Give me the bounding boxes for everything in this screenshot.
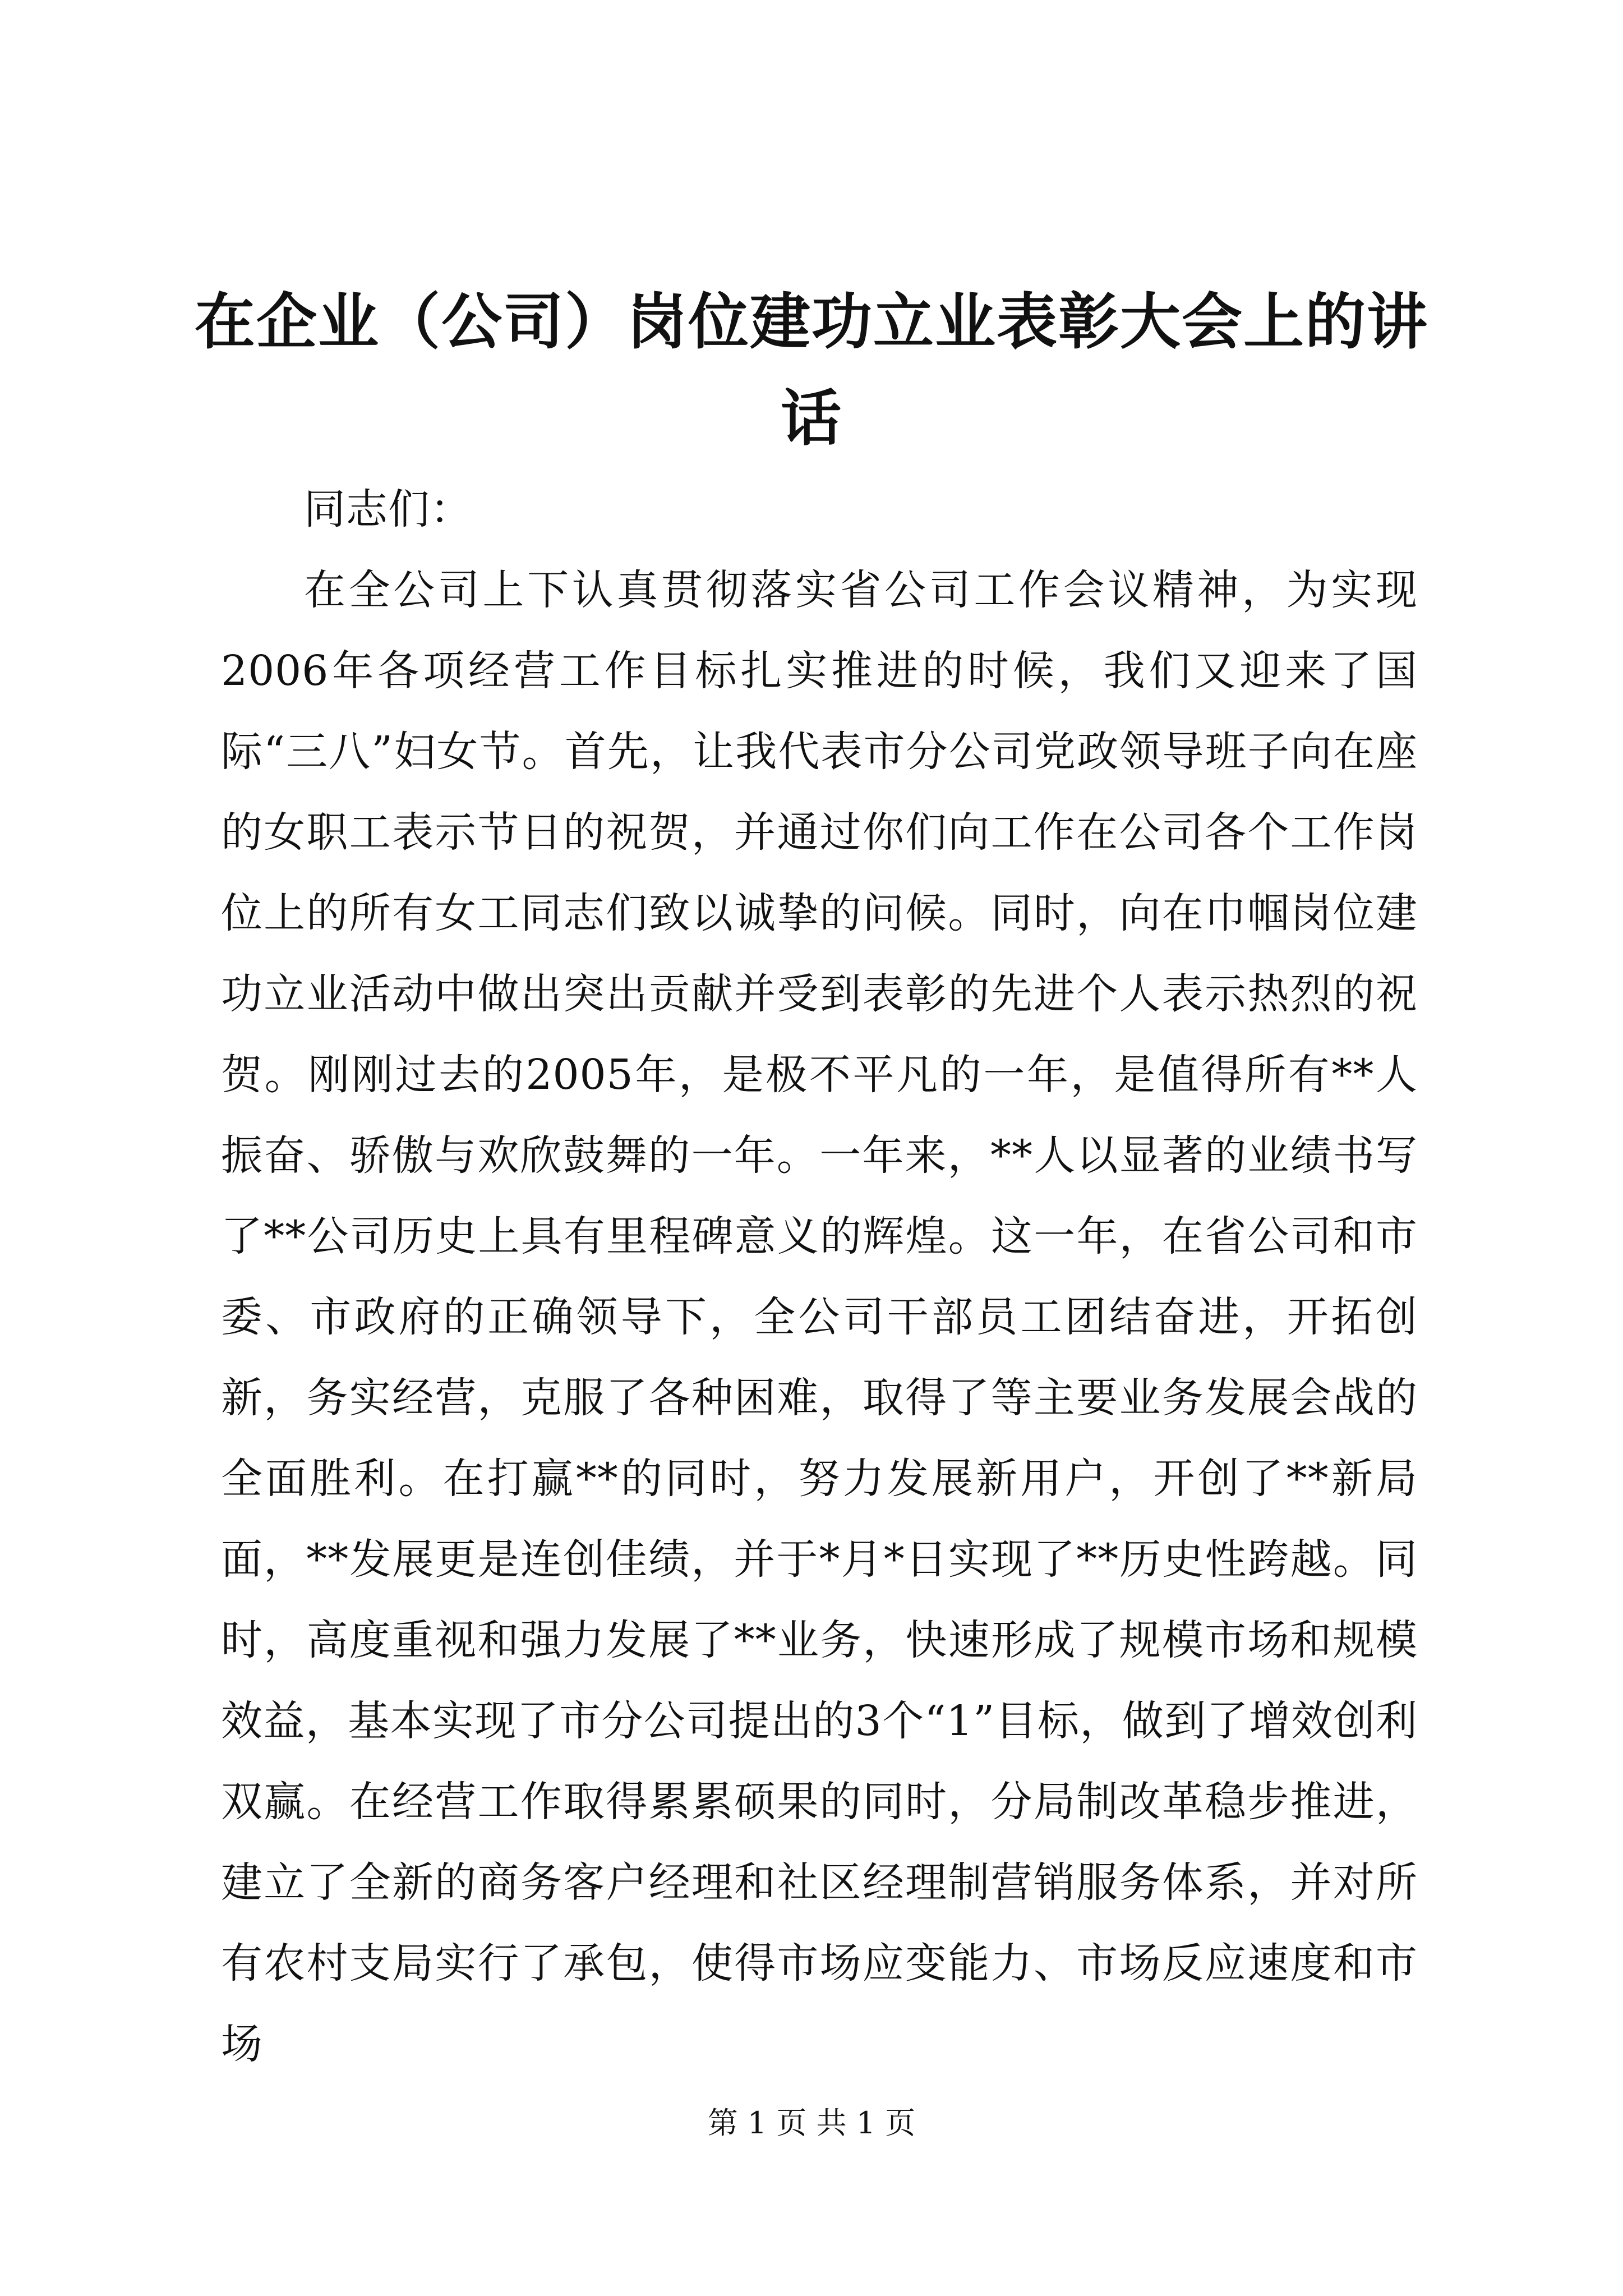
salutation: 同志们： [304, 485, 472, 533]
page-footer: 第 1 页 共 1 页 [707, 2105, 916, 2141]
document-title: 在企业（公司）岗位建功立业表彰大会上的讲话 [194, 287, 1428, 454]
body-paragraph: 在全公司上下认真贯彻落实省公司工作会议精神，为实现2006年各项经营工作目标扎实推进的时候，我们又迎来了国际“三八”妇女节。首先，让我代表市分公司党政领导班子向在座的女职工表示节日的祝贺，并通过你们向工作在公司各个工作岗位上的所有女工同志们致以诚挚的问候。同时，向在巾帼岗位建功立业活动中做出突出贡献并受到表彰的先进个人表示热烈的祝贺。刚刚过去的2005年，是极不平凡的一年，是值得所有**人振奋、骄傲与欢欣鼓舞的一年。一年来，**人以显著的业绩书写了**公司历史上具有里程碑意义的辉煌。这一年，在省公司和市委、市政府的正确领导下，全公司干部员工团结奋进，开拓创新，务实经营，克服了各种困难，取得了等主要业务发展会战的全面胜利。在打赢**的同时，努力发展新用户，开创了**新局面，**发展更是连创佳绩，并于*月*日实现了**历史性跨越。同时，高度重视和强力发展了**业务，快速形成了规模市场和规模效益，基本实现了市分公司提出的3个“1”目标，做到了增效创利双赢。在经营工作取得累累硕果的同时，分局制改革稳步推进，建立了全新的商务客户经理和社区经理制营销服务体系，并对所有农村支局实行了承包，使得市场应变能力、市场反应速度和市场 [221, 566, 1418, 2068]
document-body [221, 469, 1418, 2085]
